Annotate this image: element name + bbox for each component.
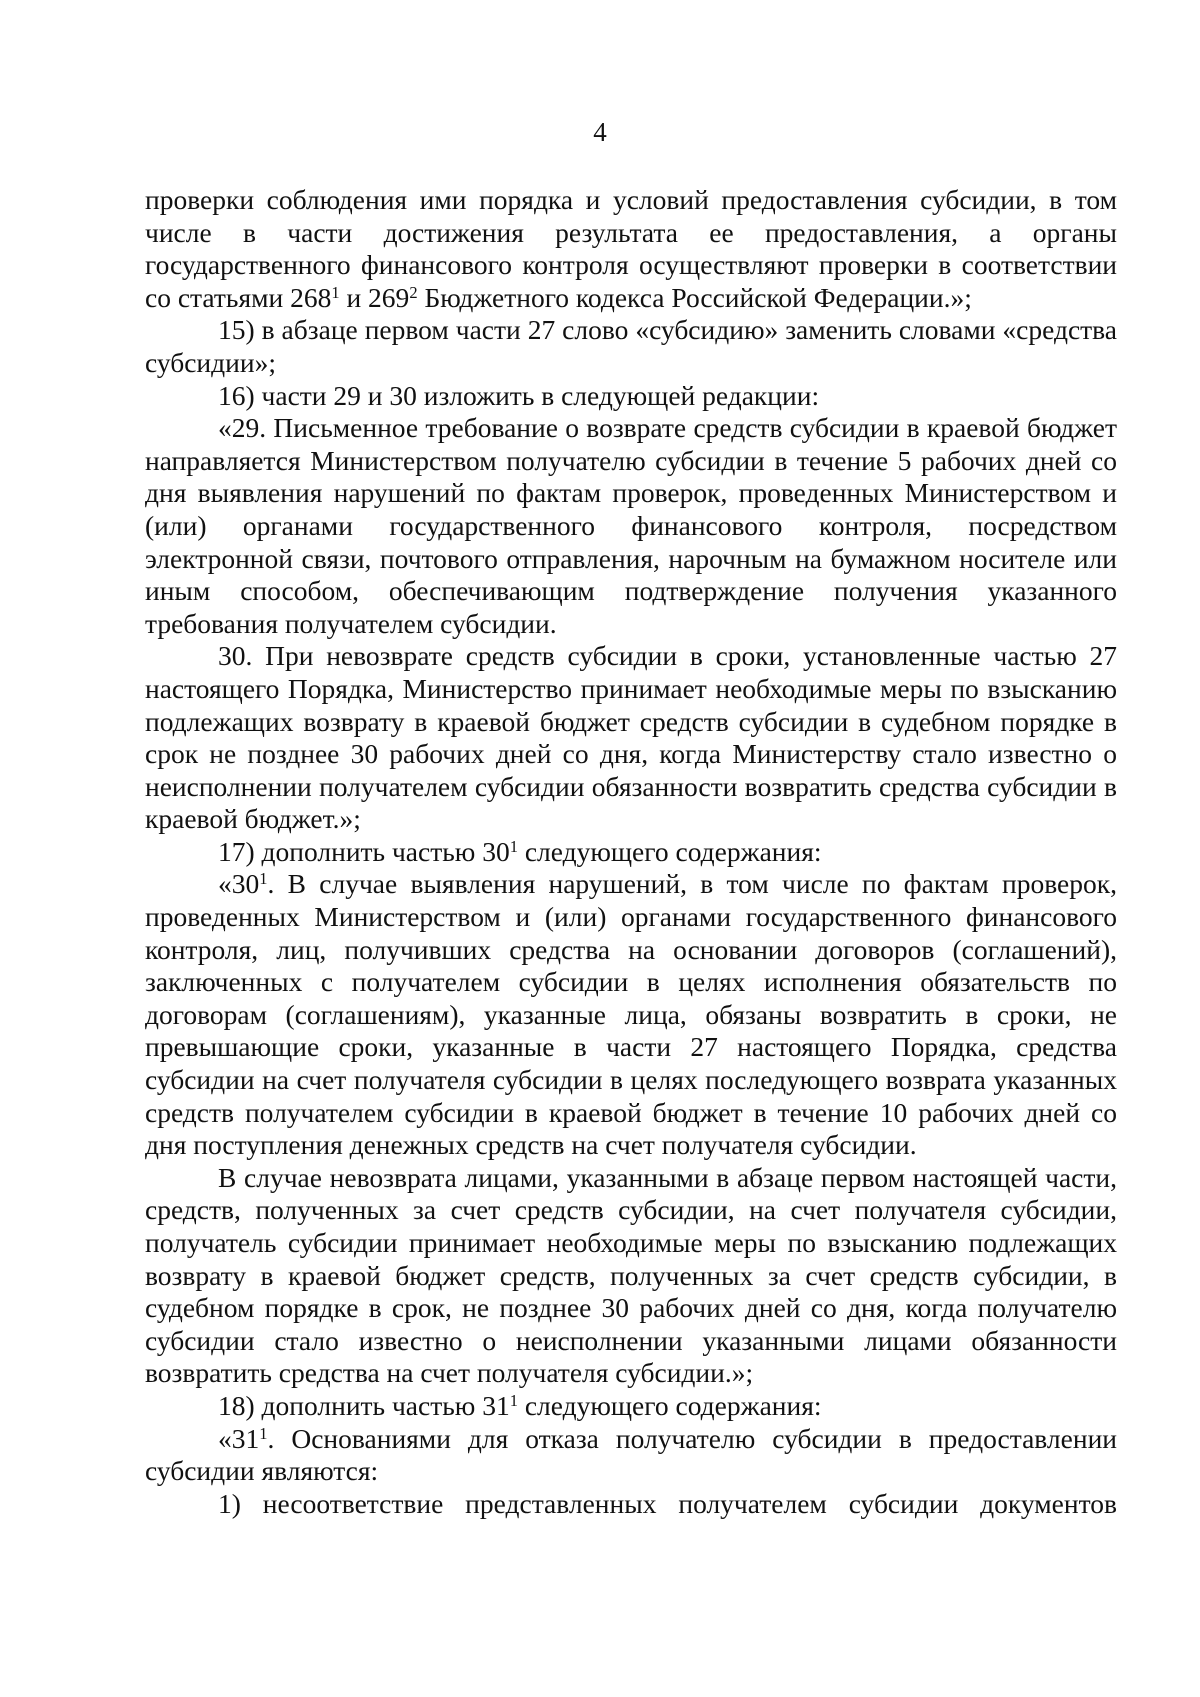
paragraph-continuation: проверки соблюдения ими порядка и условий предоставления субсидии, в том числе в части достижения результата ее предоставления, а органы государственного финансового контроля осуществляют проверки в соответствии со статьями $268^1$ и $269^2$ Бюджетного кодекса Российской Федерации.»; <box>145 184 1117 313</box>
paragraph-item-18: 18) дополнить частью $31^1$ следующего содержания: <box>218 1389 822 1421</box>
page-number: 4 <box>593 117 607 147</box>
paragraph-item-15: 15) в абзаце первом части 27 слово «субсидию» заменить словами «средства субсидии»; <box>145 314 1117 378</box>
paragraph-item-17: 17) дополнить частью $30^1$ следующего содержания: <box>218 835 822 867</box>
paragraph-part-30: 30. При невозврате средств субсидии в сроки, установленные частью 27 настоящего Порядка, Министерство принимает необходимые меры по взысканию подлежащих возврату в краевой бюджет средств субсидии в судебном порядке в срок не позднее 30 рабочих дней со дня, когда Министерству стало известно о неисполнении получателем субсидии обязанности возвратить средства субсидии в краевой бюджет.»; <box>145 640 1117 835</box>
document-body <box>145 184 1117 1520</box>
paragraph-part-29: «29. Письменное требование о возврате средств субсидии в краевой бюджет направляется Министерством получателю субсидии в течение 5 рабочих дней со дня выявления нарушений по фактам проверок, проведенных Министерством и (или) органами государственного финансового контроля, посредством электронной связи, почтового отправления, нарочным на бумажном носителе или иным способом, обеспечивающим подтверждение получения указанного требования получателем субсидии. <box>145 412 1117 639</box>
paragraph-part-30-1-second: В случае невозврата лицами, указанными в абзаце первом настоящей части, средств, полученных за счет средств субсидии, на счет получателя субсидии, получатель субсидии принимает необходимые меры по взысканию подлежащих возврату в краевой бюджет средств, полученных за счет средств субсидии, в судебном порядке в срок, не позднее 30 рабочих дней со дня, когда получателю субсидии стало известно о неисполнении указанными лицами обязанности возвратить средства на счет получателя субсидии.»; <box>145 1161 1117 1389</box>
paragraph-part-31-1-item-1: 1) несоответствие представленных получателем субсидии документов <box>218 1487 1117 1519</box>
paragraph-part-30-1: «$30^1$. В случае выявления нарушений, в том числе по фактам проверок, проведенных Министерством и (или) органами государственного финансового контроля, лиц, получивших средства на основании договоров (соглашений), заключенных с получателем субсидии в целях исполнения обязательств по договорам (соглашениям), указанные лица, обязаны возвратить в сроки, не превышающие сроки, указанные в части 27 настоящего Порядка, средства субсидии на счет получателя субсидии в целях последующего возврата указанных средств получателем субсидии в краевой бюджет в течение 10 рабочих дней со дня поступления денежных средств на счет получателя субсидии. <box>145 868 1117 1161</box>
paragraph-part-31-1: «$31^1$. Основаниями для отказа получателю субсидии в предоставлении субсидии являются: <box>145 1422 1117 1487</box>
paragraph-item-16: 16) части 29 и 30 изложить в следующей редакции: <box>218 379 820 411</box>
